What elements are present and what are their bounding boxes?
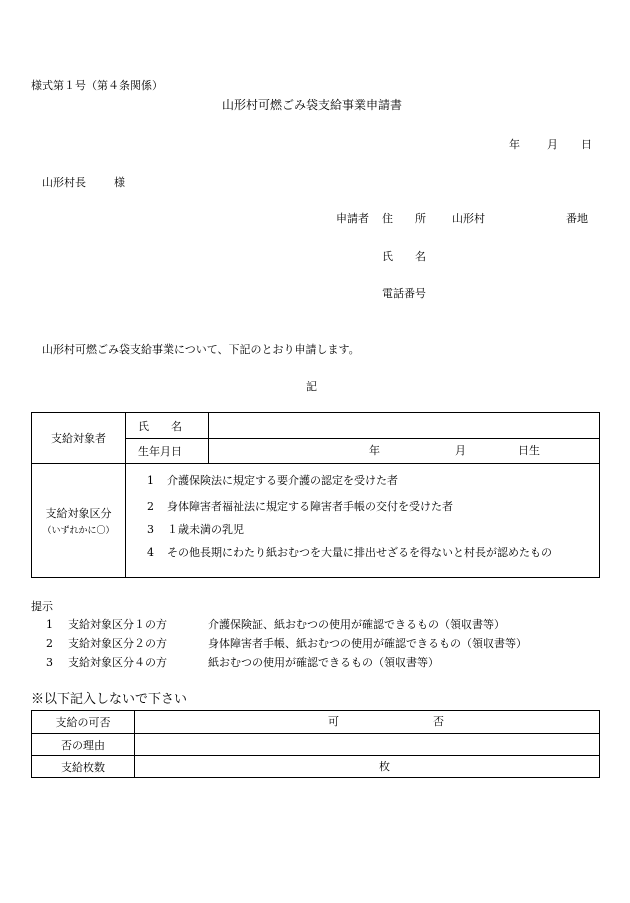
addressee-name: 山形村長 — [42, 176, 86, 189]
birth-row-label: 生年月日 — [126, 439, 209, 464]
office-note: ※以下記入しないで下さい — [31, 692, 188, 707]
approval-label: 支給の可否 — [32, 711, 135, 734]
name-row-label: 氏 名 — [126, 413, 209, 439]
form-title: 山形村可燃ごみ袋支給事業申請書 — [222, 98, 403, 112]
presentation-label: 支給対象区分１の方 — [68, 618, 167, 631]
addressee-honorific: 様 — [114, 176, 125, 189]
name-label: 氏 名 — [382, 250, 426, 263]
address-value: 山形村 — [452, 212, 485, 225]
birth-day: 日生 — [518, 444, 540, 457]
category-item[interactable]: 2 身体障害者福祉法に規定する障害者手帳の交付を受けた者 — [147, 500, 453, 513]
category-item[interactable]: 4 その他長期にわたり紙おむつを大量に排出せざるを得ないと村長が認めたもの — [147, 546, 552, 559]
recipient-header: 支給対象者 — [32, 413, 126, 464]
address-suffix: 番地 — [566, 212, 588, 225]
presentation-num: 2 — [46, 637, 53, 650]
address-label: 住 所 — [382, 212, 426, 225]
office-table — [31, 710, 600, 778]
date-month: 月 — [547, 138, 558, 151]
presentation-label: 支給対象区分４の方 — [68, 656, 167, 669]
category-item[interactable]: 1 介護保険法に規定する要介護の認定を受けた者 — [147, 474, 398, 487]
reason-label: 否の理由 — [32, 734, 135, 756]
presentation-num: 3 — [46, 656, 53, 669]
name-row-value[interactable] — [209, 413, 600, 439]
birth-year: 年 — [369, 444, 380, 457]
category-note: （いずれかに〇） — [42, 526, 115, 536]
birth-month: 月 — [455, 444, 466, 457]
phone-label: 電話番号 — [382, 287, 426, 300]
presentation-num: 1 — [46, 618, 53, 631]
category-header: 支給対象区分 — [45, 507, 112, 520]
approve-option[interactable]: 可 — [328, 715, 339, 728]
presentation-docs: 身体障害者手帳、紙おむつの使用が確認できるもの（領収書等） — [208, 637, 527, 650]
reason-value[interactable] — [135, 734, 600, 756]
form-number: 様式第１号（第４条関係） — [31, 79, 163, 92]
birth-row-value[interactable] — [209, 439, 600, 464]
ki-heading: 記 — [306, 380, 317, 393]
category-list — [126, 464, 600, 578]
applicant-label: 申請者 — [336, 212, 369, 225]
count-value[interactable] — [135, 756, 600, 778]
presentation-docs: 紙おむつの使用が確認できるもの（領収書等） — [208, 656, 439, 669]
count-label: 支給枚数 — [32, 756, 135, 778]
presentation-docs: 介護保険証、紙おむつの使用が確認できるもの（領収書等） — [208, 618, 505, 631]
main-table — [31, 412, 600, 578]
deny-option[interactable]: 否 — [433, 715, 444, 728]
approval-value[interactable] — [135, 711, 600, 734]
category-item[interactable]: 3 １歳未満の乳児 — [147, 523, 244, 536]
presentation-header: 提示 — [31, 600, 53, 613]
presentation-label: 支給対象区分２の方 — [68, 637, 167, 650]
request-statement: 山形村可燃ごみ袋支給事業について、下記のとおり申請します。 — [42, 343, 360, 356]
date-year: 年 — [509, 138, 520, 151]
date-day: 日 — [581, 138, 592, 151]
count-unit: 枚 — [379, 760, 390, 773]
category-header-cell — [32, 464, 126, 578]
